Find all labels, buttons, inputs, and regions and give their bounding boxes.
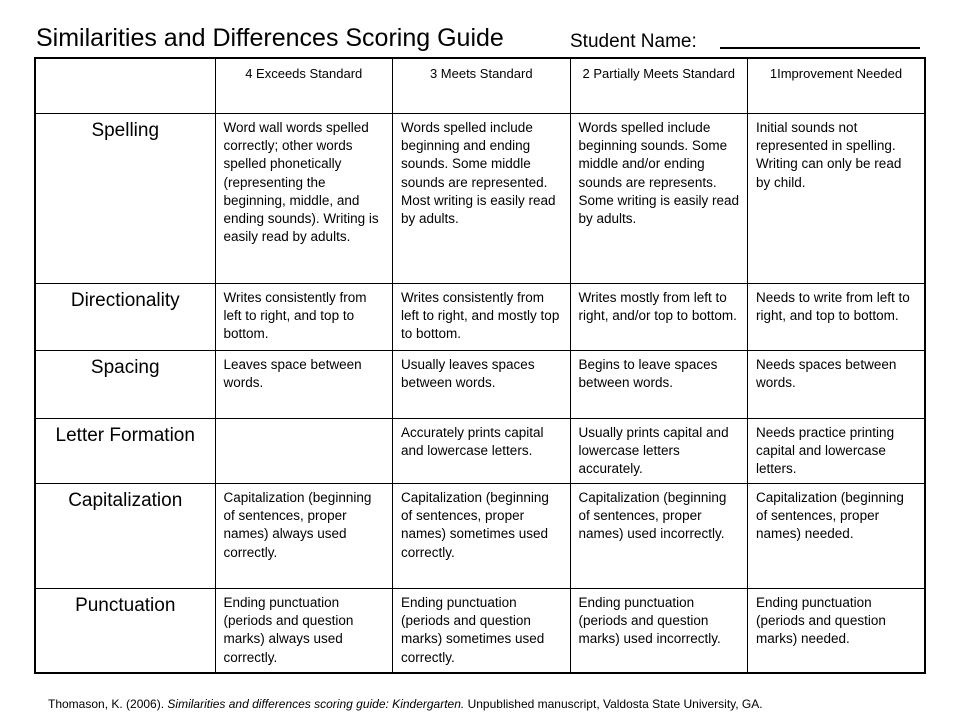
table-cell: Usually prints capital and lowercase letters accurately. (570, 419, 748, 484)
table-cell: Initial sounds not represented in spelling. Writing can only be read by child. (748, 114, 926, 284)
table-cell: Leaves space between words. (215, 351, 393, 419)
category-spacing: Spacing (35, 351, 215, 419)
table-cell: Capitalization (beginning of sentences, proper names) needed. (748, 484, 926, 589)
table-cell: Writes consistently from left to right, and mostly top to bottom. (393, 284, 571, 351)
rubric-header-row (35, 58, 925, 114)
document-header (36, 22, 926, 56)
category-capitalization: Capitalization (35, 484, 215, 589)
category-punctuation: Punctuation (35, 589, 215, 673)
level-header-2: 2 Partially Meets Standard (570, 58, 748, 114)
table-cell: Needs practice printing capital and lowercase letters. (748, 419, 926, 484)
corner-cell (35, 58, 215, 114)
table-cell: Usually leaves spaces between words. (393, 351, 571, 419)
table-cell: Writes consistently from left to right, and top to bottom. (215, 284, 393, 351)
table-row (35, 484, 925, 589)
table-cell: Words spelled include beginning sounds. Some middle and/or ending sounds are represents. Some writing is easily read by adults. (570, 114, 748, 284)
table-cell: Ending punctuation (periods and question marks) used incorrectly. (570, 589, 748, 673)
table-row (35, 419, 925, 484)
student-name-label: Student Name: (570, 31, 697, 52)
table-cell: Words spelled include beginning and ending sounds. Some middle sounds are represented. Most writing is easily read by adults. (393, 114, 571, 284)
citation-author: Thomason, K. (2006). (48, 697, 165, 711)
level-header-4: 4 Exceeds Standard (215, 58, 393, 114)
table-cell (215, 419, 393, 484)
table-cell: Capitalization (beginning of sentences, proper names) always used correctly. (215, 484, 393, 589)
citation-title: Similarities and differences scoring guide: Kindergarten. (167, 697, 465, 711)
document-title: Similarities and Differences Scoring Guide (36, 24, 504, 52)
table-cell: Capitalization (beginning of sentences, proper names) sometimes used correctly. (393, 484, 571, 589)
level-header-3: 3 Meets Standard (393, 58, 571, 114)
table-row (35, 589, 925, 673)
table-cell: Accurately prints capital and lowercase letters. (393, 419, 571, 484)
citation-source: Unpublished manuscript, Valdosta State University, GA. (467, 697, 763, 711)
table-row (35, 114, 925, 284)
citation-footer (48, 697, 763, 712)
category-letter-formation: Letter Formation (35, 419, 215, 484)
table-cell: Word wall words spelled correctly; other words spelled phonetically (representing the beginning, middle, and ending sounds). Writing is easily read by adults. (215, 114, 393, 284)
table-row (35, 284, 925, 351)
category-spelling: Spelling (35, 114, 215, 284)
table-cell: Ending punctuation (periods and question marks) sometimes used correctly. (393, 589, 571, 673)
scoring-rubric-table (34, 57, 926, 674)
table-cell: Capitalization (beginning of sentences, proper names) used incorrectly. (570, 484, 748, 589)
table-cell: Needs to write from left to right, and top to bottom. (748, 284, 926, 351)
table-cell: Writes mostly from left to right, and/or top to bottom. (570, 284, 748, 351)
table-cell: Ending punctuation (periods and question marks) needed. (748, 589, 926, 673)
student-name-line (720, 47, 920, 49)
category-directionality: Directionality (35, 284, 215, 351)
table-row (35, 351, 925, 419)
table-cell: Needs spaces between words. (748, 351, 926, 419)
table-cell: Begins to leave spaces between words. (570, 351, 748, 419)
level-header-1: 1Improvement Needed (748, 58, 926, 114)
table-cell: Ending punctuation (periods and question marks) always used correctly. (215, 589, 393, 673)
